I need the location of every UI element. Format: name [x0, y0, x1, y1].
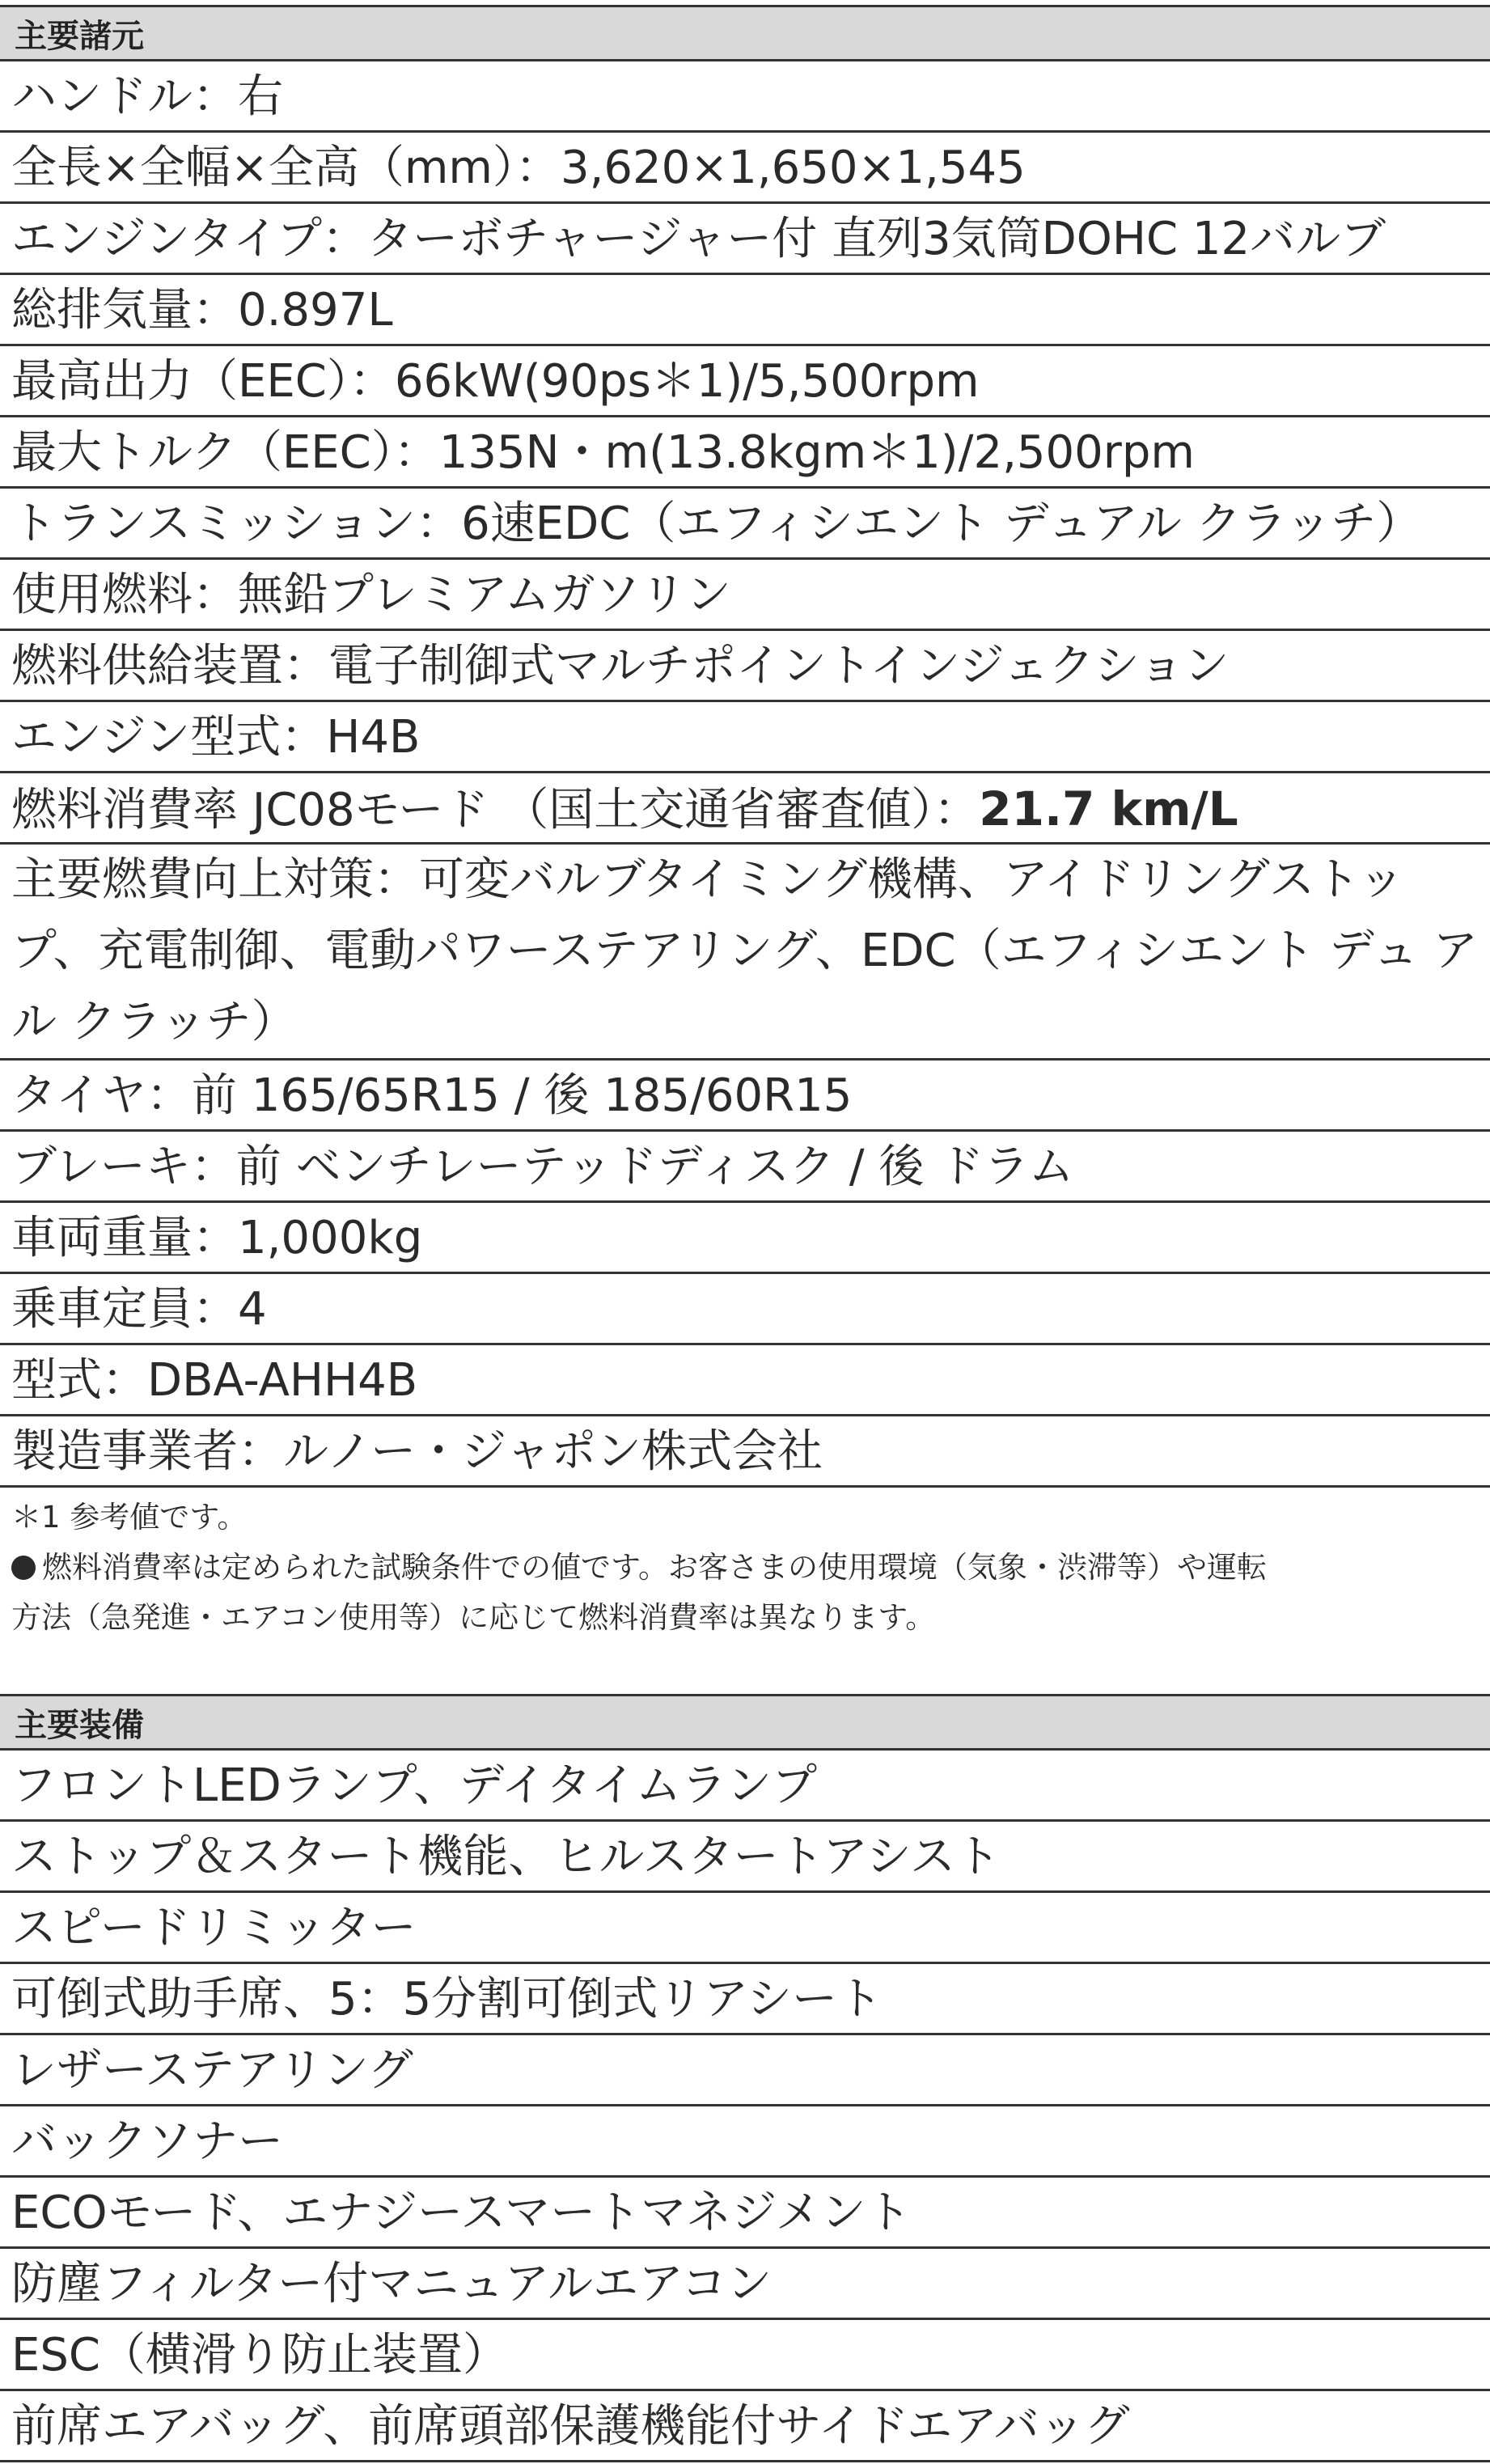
- spec-value: 前 165/65R15 / 後 185/60R15: [191, 1069, 853, 1122]
- disclaimer-text-1: 燃料消費率は定められた試験条件での値です。お客さまの使用環境（気象・渋滞等）や運転: [42, 1550, 1268, 1585]
- fuel-measures-line-1: [11, 853, 1403, 906]
- equipment-item: レザーステアリング: [0, 2035, 1490, 2106]
- specs-header: 主要諸元: [0, 5, 1490, 61]
- spec-row-engine-model: [0, 702, 1490, 773]
- equipment-item: ECOモード、エナジースマートマネジメント: [0, 2178, 1490, 2249]
- specs-section: [0, 5, 1490, 1643]
- spec-row-max-power: [0, 346, 1490, 417]
- spec-value: 6速EDC（エフィシエント デュアル クラッチ）: [461, 497, 1422, 550]
- spec-value: 4: [238, 1283, 267, 1336]
- spec-row-dimensions: [0, 133, 1490, 204]
- spec-value: 可変バルブタイミング機構、アイドリングストッ: [419, 853, 1404, 906]
- disclaimer-line-1: [11, 1543, 1479, 1593]
- spec-label: エンジンタイプ：: [11, 213, 368, 265]
- equipment-item: バックソナー: [0, 2106, 1490, 2178]
- spec-value: 右: [238, 70, 283, 123]
- spec-value: 無鉛プレミアムガソリン: [238, 569, 731, 621]
- spec-value: 電子制御式マルチポイントインジェクション: [328, 640, 1230, 692]
- spec-label: タイヤ：: [11, 1069, 192, 1122]
- equipment-item: 前席エアバッグ、前席頭部保護機能付サイドエアバッグ: [0, 2391, 1490, 2462]
- fuel-measures-line-2: プ、充電制御、電動パワーステアリング、EDC（エフィシエント デュ: [11, 925, 1419, 977]
- equipment-item: ESC（横滑り防止装置）: [0, 2320, 1490, 2391]
- spec-value: 66kW(90ps＊1)/5,500rpm: [394, 355, 980, 408]
- fuel-measures-line-3: アル クラッチ）: [11, 925, 1479, 1048]
- spec-value: 1,000kg: [238, 1212, 423, 1264]
- footnote: ＊1 参考値です。: [11, 1500, 248, 1535]
- spec-row-handle: [0, 61, 1490, 133]
- spec-label: 燃料消費率 JC08モード （国土交通省審査値）：: [11, 784, 980, 836]
- spec-value: 3,620×1,650×1,545: [560, 142, 1026, 194]
- equipment-item: フロントLEDランプ、デイタイムランプ: [0, 1751, 1490, 1822]
- equipment-section: [0, 1694, 1490, 2462]
- spec-row-tires: [0, 1061, 1490, 1132]
- spec-label: ブレーキ：: [11, 1141, 236, 1193]
- spec-label: 総排気量：: [11, 284, 238, 337]
- spec-row-fuel: [0, 560, 1490, 631]
- spec-row-manufacturer: [0, 1416, 1490, 1488]
- spec-value: 0.897L: [238, 284, 393, 337]
- spec-value: 135N・m(13.8kgm＊1)/2,500rpm: [438, 426, 1195, 479]
- spec-notes: [0, 1488, 1490, 1643]
- spec-label: 型式：: [11, 1354, 147, 1407]
- spec-row-model: [0, 1345, 1490, 1416]
- spec-label: 使用燃料：: [11, 569, 238, 621]
- spec-value: H4B: [326, 711, 421, 764]
- spec-label: 車両重量：: [11, 1212, 238, 1264]
- spec-row-engine-type: [0, 204, 1490, 275]
- spec-row-fuel-measures: [0, 845, 1490, 1061]
- spec-label: 燃料供給装置：: [11, 640, 328, 692]
- equipment-item: 防塵フィルター付マニュアルエアコン: [0, 2249, 1490, 2320]
- spec-value: ターボチャージャー付 直列3気筒DOHC 12バルブ: [367, 213, 1386, 265]
- spec-label: ハンドル：: [11, 70, 238, 123]
- spec-label: エンジン型式：: [11, 711, 327, 764]
- bullet-icon: [11, 1556, 36, 1580]
- equipment-item: スピードリミッター: [0, 1893, 1490, 1964]
- spec-label: トランスミッション：: [11, 497, 462, 550]
- spec-value: ルノー・ジャポン株式会社: [283, 1425, 823, 1478]
- spec-label: 乗車定員：: [11, 1283, 238, 1336]
- equipment-item: 可倒式助手席、5：5分割可倒式リアシート: [0, 1964, 1490, 2035]
- spec-label: 最大トルク（EEC）：: [11, 426, 439, 479]
- spec-label: 全長×全幅×全高（mm）：: [11, 142, 561, 194]
- fuel-economy-value: 21.7 km/L: [979, 781, 1238, 836]
- spec-row-brakes: [0, 1132, 1490, 1203]
- spec-label: 主要燃費向上対策：: [11, 853, 419, 906]
- disclaimer-line-2: 方法（急発進・エアコン使用等）に応じて燃料消費率は異なります。: [11, 1600, 936, 1635]
- spec-value: DBA-AHH4B: [147, 1354, 418, 1407]
- equipment-item: ストップ＆スタート機能、ヒルスタートアシスト: [0, 1822, 1490, 1893]
- spec-row-capacity: [0, 1274, 1490, 1345]
- equipment-header: 主要装備: [0, 1694, 1490, 1751]
- spec-value: 前 ベンチレーテッドディスク / 後 ドラム: [235, 1141, 1074, 1193]
- spec-label: 最高出力（EEC）：: [11, 355, 395, 408]
- spec-row-weight: [0, 1203, 1490, 1274]
- spec-row-displacement: [0, 275, 1490, 346]
- spec-row-fuel-economy: [0, 773, 1490, 845]
- spec-row-fuel-supply: [0, 631, 1490, 702]
- spec-row-transmission: [0, 489, 1490, 560]
- spec-label: 製造事業者：: [11, 1425, 283, 1478]
- spec-row-max-torque: [0, 417, 1490, 489]
